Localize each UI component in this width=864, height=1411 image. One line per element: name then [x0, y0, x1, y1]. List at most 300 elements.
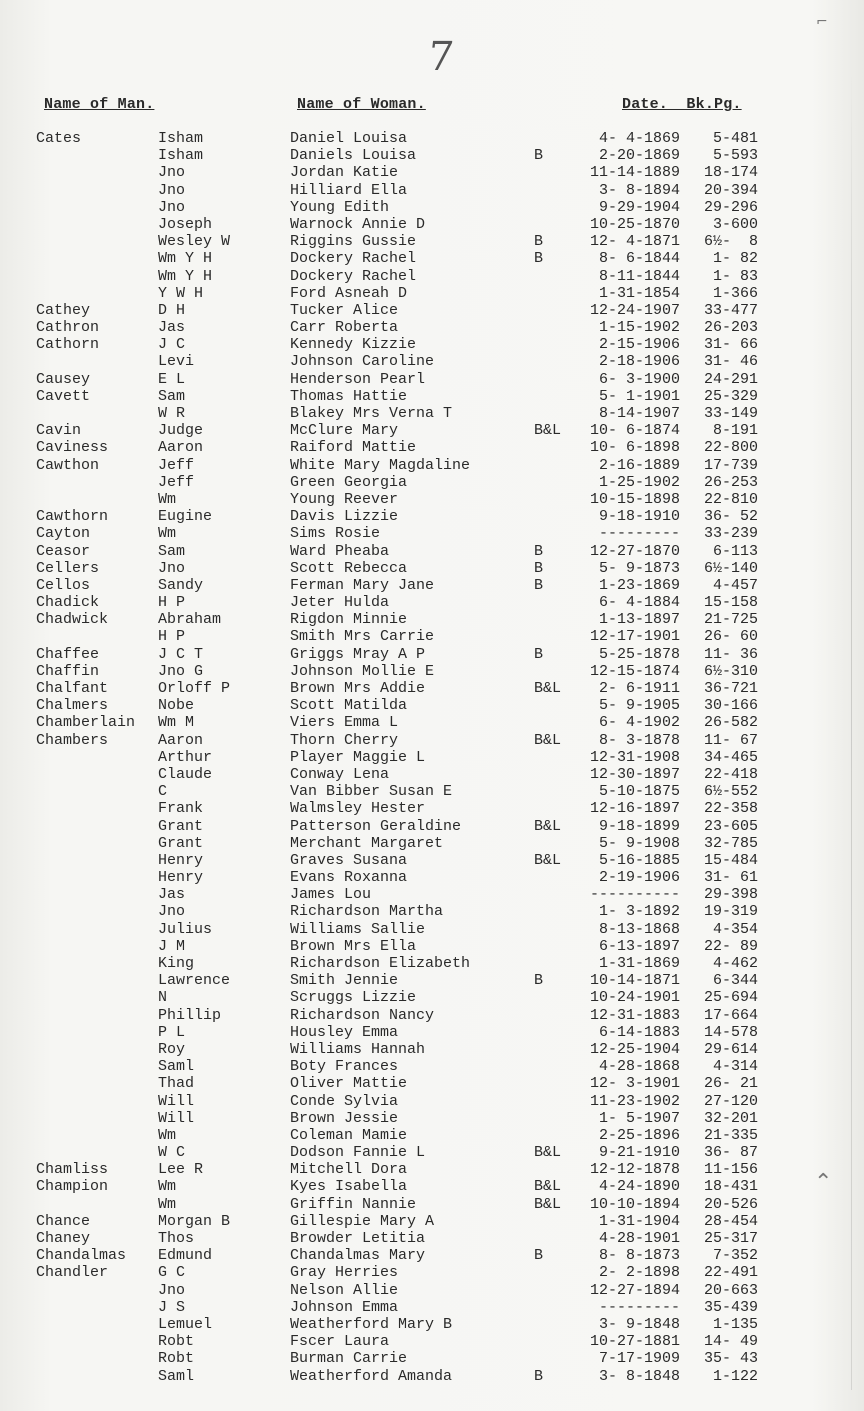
book-page: 5-593 [712, 147, 758, 165]
book-page: 18-431 [703, 1178, 758, 1196]
woman-name: Jeter Hulda [290, 594, 390, 612]
record-row [0, 336, 864, 353]
man-given-name: Wm Y H [158, 267, 213, 285]
woman-name: Hilliard Ella [290, 181, 408, 199]
man-given-name: W C [158, 1144, 186, 1162]
book-page: 22-800 [703, 439, 758, 457]
book-page: 22-358 [703, 800, 758, 818]
woman-name: Williams Hannah [290, 1040, 426, 1058]
woman-name: Scruggs Lizzie [290, 989, 417, 1007]
book-page: 11- 36 [703, 645, 758, 663]
man-given-name: N [158, 989, 168, 1007]
record-row [0, 1350, 864, 1367]
record-mark: B [534, 576, 544, 594]
record-row [0, 250, 864, 267]
record-row [0, 714, 864, 731]
woman-name: Richardson Nancy [290, 1006, 435, 1024]
book-page: 6-113 [712, 542, 758, 560]
book-page: 36- 52 [703, 508, 758, 526]
record-mark: B&L [534, 1195, 562, 1213]
man-given-name: Isham [158, 147, 204, 165]
man-given-name: Jno [158, 559, 186, 577]
book-page: 21-335 [703, 1126, 758, 1144]
record-row [0, 130, 864, 147]
man-surname: Cathey [36, 301, 91, 319]
book-page: 29-398 [703, 886, 758, 904]
woman-name: Griggs Mray A P [290, 645, 426, 663]
marriage-date: 7-17-1909 [598, 1350, 680, 1368]
book-page: 6½-140 [703, 559, 758, 577]
woman-name: Viers Emma L [290, 714, 399, 732]
woman-name: Patterson Geraldine [290, 817, 462, 835]
man-given-name: W R [158, 405, 186, 422]
book-page: 1-135 [712, 1315, 758, 1333]
marriage-date: 11-14-1889 [589, 164, 680, 182]
woman-name: Williams Sallie [290, 920, 426, 938]
record-row [0, 147, 864, 164]
marriage-date: 12-30-1897 [589, 765, 680, 783]
book-page: 25-317 [703, 1230, 758, 1247]
woman-name: Davis Lizzie [290, 508, 399, 526]
man-given-name: Wesley W [158, 233, 231, 251]
woman-name: Johnson Caroline [290, 353, 435, 371]
woman-name: Ford Asneah D [290, 284, 408, 302]
record-row [0, 1161, 864, 1178]
woman-name: Young Edith [290, 198, 390, 216]
book-page: 4-314 [712, 1058, 758, 1076]
marriage-date: 10-24-1901 [589, 989, 680, 1007]
marriage-date: 4-24-1890 [598, 1178, 680, 1196]
header-name-of-woman: Name of Woman. [297, 96, 426, 113]
man-given-name: G C [158, 1264, 186, 1282]
woman-name: Brown Mrs Addie [290, 680, 426, 697]
record-mark: B&L [534, 851, 562, 869]
record-mark: B [534, 542, 544, 560]
man-surname: Chaffin [36, 662, 100, 680]
marriage-date: 1-31-1904 [598, 1212, 680, 1230]
record-row [0, 543, 864, 560]
book-page: 3-600 [712, 215, 758, 233]
man-surname: Cathorn [36, 336, 100, 354]
book-page: 4-457 [712, 576, 758, 594]
record-row [0, 611, 864, 628]
man-surname: Chance [36, 1212, 91, 1230]
woman-name: Young Reever [290, 490, 399, 508]
marriage-date: 12-15-1874 [589, 662, 680, 680]
man-given-name: Thos [158, 1230, 195, 1247]
man-given-name: Jas [158, 886, 186, 904]
marriage-date: 6- 3-1900 [598, 370, 680, 388]
marriage-date: 2- 6-1911 [598, 680, 680, 697]
book-page: 1-122 [712, 1367, 758, 1385]
man-given-name: Eugine [158, 508, 213, 526]
man-given-name: Jno [158, 903, 186, 921]
record-mark: B [534, 559, 544, 577]
book-page: 25-329 [703, 387, 758, 405]
man-given-name: Sam [158, 387, 186, 405]
book-page: 28-454 [703, 1212, 758, 1230]
man-given-name: Jno [158, 1281, 186, 1299]
man-given-name: Levi [158, 353, 195, 371]
book-page: 11- 67 [703, 731, 758, 749]
record-row [0, 680, 864, 697]
book-page: 29-614 [703, 1040, 758, 1058]
woman-name: Player Maggie L [290, 748, 426, 766]
book-page: 11-156 [703, 1161, 758, 1179]
woman-name: Coleman Mamie [290, 1126, 408, 1144]
marriage-date: 6- 4-1884 [598, 594, 680, 612]
record-mark: B&L [534, 1144, 562, 1162]
man-surname: Chalmers [36, 697, 109, 715]
man-given-name: Wm Y H [158, 250, 213, 268]
record-row [0, 1178, 864, 1195]
book-page: 23-605 [703, 817, 758, 835]
man-given-name: Henry [158, 851, 204, 869]
marriage-date: 8-14-1907 [598, 405, 680, 422]
record-row [0, 1007, 864, 1024]
woman-name: Dodson Fannie L [290, 1144, 426, 1162]
record-row [0, 199, 864, 216]
marriage-date: 3- 8-1848 [598, 1367, 680, 1385]
woman-name: Riggins Gussie [290, 233, 417, 251]
record-row [0, 560, 864, 577]
man-given-name: Roy [158, 1040, 186, 1058]
woman-name: Richardson Martha [290, 903, 444, 921]
book-page: 26- 60 [703, 628, 758, 646]
woman-name: Chandalmas Mary [290, 1247, 426, 1265]
book-page: 33-149 [703, 405, 758, 422]
man-surname: Cellos [36, 576, 91, 594]
woman-name: Burman Carrie [290, 1350, 408, 1368]
book-page: 34-465 [703, 748, 758, 766]
woman-name: Brown Mrs Ella [290, 937, 417, 955]
man-given-name: J S [158, 1298, 186, 1316]
record-row [0, 508, 864, 525]
book-page: 1-366 [712, 284, 758, 302]
woman-name: Fscer Laura [290, 1333, 390, 1351]
book-page: 17-739 [703, 456, 758, 474]
man-surname: Chaffee [36, 645, 100, 663]
record-row [0, 663, 864, 680]
record-row [0, 1316, 864, 1333]
record-row [0, 1368, 864, 1385]
man-given-name: Nobe [158, 697, 195, 715]
woman-name: Warnock Annie D [290, 215, 426, 233]
book-page: 27-120 [703, 1092, 758, 1110]
book-page: 22- 89 [703, 937, 758, 955]
woman-name: Daniel Louisa [290, 130, 408, 147]
record-row [0, 903, 864, 920]
man-surname: Chadick [36, 594, 100, 612]
record-row [0, 216, 864, 233]
marriage-date: 5- 9-1873 [598, 559, 680, 577]
woman-name: Van Bibber Susan E [290, 783, 453, 801]
record-row [0, 732, 864, 749]
marriage-date: 12-12-1878 [589, 1161, 680, 1179]
marriage-date: 9-18-1899 [598, 817, 680, 835]
record-row [0, 869, 864, 886]
marriage-date: 10-27-1881 [589, 1333, 680, 1351]
man-given-name: H P [158, 594, 186, 612]
marriage-date: 10- 6-1898 [589, 439, 680, 457]
book-page: 20-663 [703, 1281, 758, 1299]
marriage-date: 10-15-1898 [589, 490, 680, 508]
marriage-date: 8-11-1844 [598, 267, 680, 285]
marriage-date: --------- [598, 1298, 680, 1316]
man-given-name: Wm [158, 490, 177, 508]
woman-name: Smith Jennie [290, 972, 399, 990]
man-given-name: Grant [158, 817, 204, 835]
book-page: 22-491 [703, 1264, 758, 1282]
margin-tick-icon: ⌃ [814, 1170, 833, 1195]
marriage-date: 12-27-1894 [589, 1281, 680, 1299]
record-row [0, 1024, 864, 1041]
woman-name: Dockery Rachel [290, 267, 417, 285]
marriage-date: 12-24-1907 [589, 301, 680, 319]
marriage-date: 12-27-1870 [589, 542, 680, 560]
marriage-date: 8- 8-1873 [598, 1247, 680, 1265]
header-date-book-page: Date. Bk.Pg. [622, 96, 742, 113]
man-given-name: Jno [158, 164, 186, 182]
record-row [0, 1333, 864, 1350]
book-page: 35-439 [703, 1298, 758, 1316]
record-row [0, 302, 864, 319]
marriage-date: 1-15-1902 [598, 319, 680, 337]
man-given-name: Joseph [158, 215, 213, 233]
woman-name: Jordan Katie [290, 164, 399, 182]
book-page: 35- 43 [703, 1350, 758, 1368]
book-page: 6½-552 [703, 783, 758, 801]
woman-name: Walmsley Hester [290, 800, 426, 818]
man-given-name: Phillip [158, 1006, 222, 1024]
record-row [0, 164, 864, 181]
record-row [0, 800, 864, 817]
marriage-date: 9-18-1910 [598, 508, 680, 526]
book-page: 18-174 [703, 164, 758, 182]
woman-name: Browder Letitia [290, 1230, 426, 1247]
woman-name: Dockery Rachel [290, 250, 417, 268]
man-given-name: Arthur [158, 748, 213, 766]
record-row [0, 766, 864, 783]
record-row [0, 972, 864, 989]
marriage-date: 2- 2-1898 [598, 1264, 680, 1282]
marriage-date: 3- 8-1894 [598, 181, 680, 199]
man-surname: Cellers [36, 559, 100, 577]
book-page: 6-344 [712, 972, 758, 990]
woman-name: Sims Rosie [290, 525, 381, 543]
man-surname: Cavett [36, 387, 91, 405]
record-row [0, 594, 864, 611]
marriage-date: 1-25-1902 [598, 473, 680, 491]
man-given-name: D H [158, 301, 186, 319]
woman-name: Johnson Emma [290, 1298, 399, 1316]
book-page: 20-394 [703, 181, 758, 199]
man-given-name: H P [158, 628, 186, 646]
record-row [0, 921, 864, 938]
record-mark: B&L [534, 422, 562, 440]
man-given-name: Jeff [158, 473, 195, 491]
record-mark: B&L [534, 731, 562, 749]
woman-name: Tucker Alice [290, 301, 399, 319]
book-page: 32-201 [703, 1109, 758, 1127]
man-given-name: P L [158, 1023, 186, 1041]
man-given-name: Saml [158, 1367, 195, 1385]
record-row [0, 852, 864, 869]
record-row [0, 697, 864, 714]
woman-name: Oliver Mattie [290, 1075, 408, 1093]
woman-name: Thomas Hattie [290, 387, 408, 405]
man-given-name: E L [158, 370, 186, 388]
man-given-name: Isham [158, 130, 204, 147]
man-surname: Chambers [36, 731, 109, 749]
header-name-of-man: Name of Man. [44, 96, 155, 113]
marriage-date: 6- 4-1902 [598, 714, 680, 732]
man-given-name: Lemuel [158, 1315, 213, 1333]
marriage-date: 9-21-1910 [598, 1144, 680, 1162]
marriage-date: 8- 3-1878 [598, 731, 680, 749]
man-given-name: Jno G [158, 662, 204, 680]
woman-name: Johnson Mollie E [290, 662, 435, 680]
man-given-name: Jas [158, 319, 186, 337]
record-row [0, 1282, 864, 1299]
record-row [0, 233, 864, 250]
record-row [0, 1196, 864, 1213]
woman-name: Henderson Pearl [290, 370, 426, 388]
man-given-name: J C [158, 336, 186, 354]
record-row [0, 1230, 864, 1247]
record-row [0, 835, 864, 852]
man-surname: Cavin [36, 422, 82, 440]
woman-name: Kyes Isabella [290, 1178, 408, 1196]
record-row [0, 1058, 864, 1075]
marriage-date: 4-28-1868 [598, 1058, 680, 1076]
man-surname: Chandalmas [36, 1247, 127, 1265]
marriage-date: 6-13-1897 [598, 937, 680, 955]
man-given-name: Wm M [158, 714, 195, 732]
woman-name: Mitchell Dora [290, 1161, 408, 1179]
book-page: 7-352 [712, 1247, 758, 1265]
marriage-date: 2-20-1869 [598, 147, 680, 165]
woman-name: White Mary Magdaline [290, 456, 471, 474]
record-row [0, 405, 864, 422]
marriage-date: 2-18-1906 [598, 353, 680, 371]
record-mark: B [534, 250, 544, 268]
record-row [0, 285, 864, 302]
woman-name: Weatherford Mary B [290, 1315, 453, 1333]
book-page: 15-484 [703, 851, 758, 869]
book-page: 36- 87 [703, 1144, 758, 1162]
man-surname: Chandler [36, 1264, 109, 1282]
book-page: 15-158 [703, 594, 758, 612]
record-row [0, 1110, 864, 1127]
marriage-date: 12- 3-1901 [589, 1075, 680, 1093]
book-page: 8-191 [712, 422, 758, 440]
woman-name: Green Georgia [290, 473, 408, 491]
marriage-date: 10-25-1870 [589, 215, 680, 233]
woman-name: Scott Matilda [290, 697, 408, 715]
marriage-date: 1-31-1869 [598, 955, 680, 972]
marriage-date: 5- 9-1905 [598, 697, 680, 715]
record-mark: B [534, 645, 544, 663]
marriage-date: 12-31-1883 [589, 1006, 680, 1024]
woman-name: Brown Jessie [290, 1109, 399, 1127]
record-mark: B [534, 147, 544, 165]
man-surname: Chadwick [36, 611, 109, 629]
marriage-date: 2-25-1896 [598, 1126, 680, 1144]
book-page: 32-785 [703, 834, 758, 852]
woman-name: James Lou [290, 886, 372, 904]
woman-name: Kennedy Kizzie [290, 336, 417, 354]
woman-name: Ferman Mary Jane [290, 576, 435, 594]
man-surname: Cawthon [36, 456, 100, 474]
record-row [0, 439, 864, 456]
marriage-records-list [0, 130, 864, 1385]
record-row [0, 268, 864, 285]
marriage-date: 6-14-1883 [598, 1023, 680, 1041]
book-page: 31- 66 [703, 336, 758, 354]
book-page: 31- 61 [703, 869, 758, 887]
marriage-date: 8-13-1868 [598, 920, 680, 938]
man-given-name: Y W H [158, 284, 204, 302]
man-given-name: Edmund [158, 1247, 213, 1265]
book-page: 22-418 [703, 765, 758, 783]
marriage-date: 2-19-1906 [598, 869, 680, 887]
record-row [0, 1247, 864, 1264]
record-row [0, 388, 864, 405]
woman-name: McClure Mary [290, 422, 399, 440]
man-surname: Caviness [36, 439, 109, 457]
woman-name: Graves Susana [290, 851, 408, 869]
man-surname: Chalfant [36, 680, 109, 697]
book-page: 5-481 [712, 130, 758, 147]
man-given-name: Claude [158, 765, 213, 783]
record-row [0, 749, 864, 766]
man-given-name: Grant [158, 834, 204, 852]
record-row [0, 1041, 864, 1058]
record-row [0, 628, 864, 645]
book-page: 6½- 8 [703, 233, 758, 251]
man-given-name: Aaron [158, 439, 204, 457]
marriage-date: 10- 6-1874 [589, 422, 680, 440]
woman-name: Richardson Elizabeth [290, 955, 471, 972]
man-given-name: Robt [158, 1333, 195, 1351]
woman-name: Conway Lena [290, 765, 390, 783]
man-surname: Cates [36, 130, 82, 147]
marriage-date: 10-10-1894 [589, 1195, 680, 1213]
marriage-date: 12-25-1904 [589, 1040, 680, 1058]
record-row [0, 1213, 864, 1230]
marriage-date: --------- [598, 525, 680, 543]
record-row [0, 422, 864, 439]
man-given-name: Wm [158, 1178, 177, 1196]
book-page: 36-721 [703, 680, 758, 697]
man-given-name: Frank [158, 800, 204, 818]
record-row [0, 1127, 864, 1144]
book-page: 4-462 [712, 955, 758, 972]
book-page: 14- 49 [703, 1333, 758, 1351]
record-mark: B&L [534, 817, 562, 835]
record-mark: B [534, 1247, 544, 1265]
marriage-date: 5-16-1885 [598, 851, 680, 869]
marriage-date: 5- 1-1901 [598, 387, 680, 405]
marriage-date: 11-23-1902 [589, 1092, 680, 1110]
man-given-name: Henry [158, 869, 204, 887]
woman-name: Nelson Allie [290, 1281, 399, 1299]
page-number: 7 [425, 34, 456, 80]
record-row [0, 955, 864, 972]
book-page: 14-578 [703, 1023, 758, 1041]
woman-name: Blakey Mrs Verna T [290, 405, 453, 422]
